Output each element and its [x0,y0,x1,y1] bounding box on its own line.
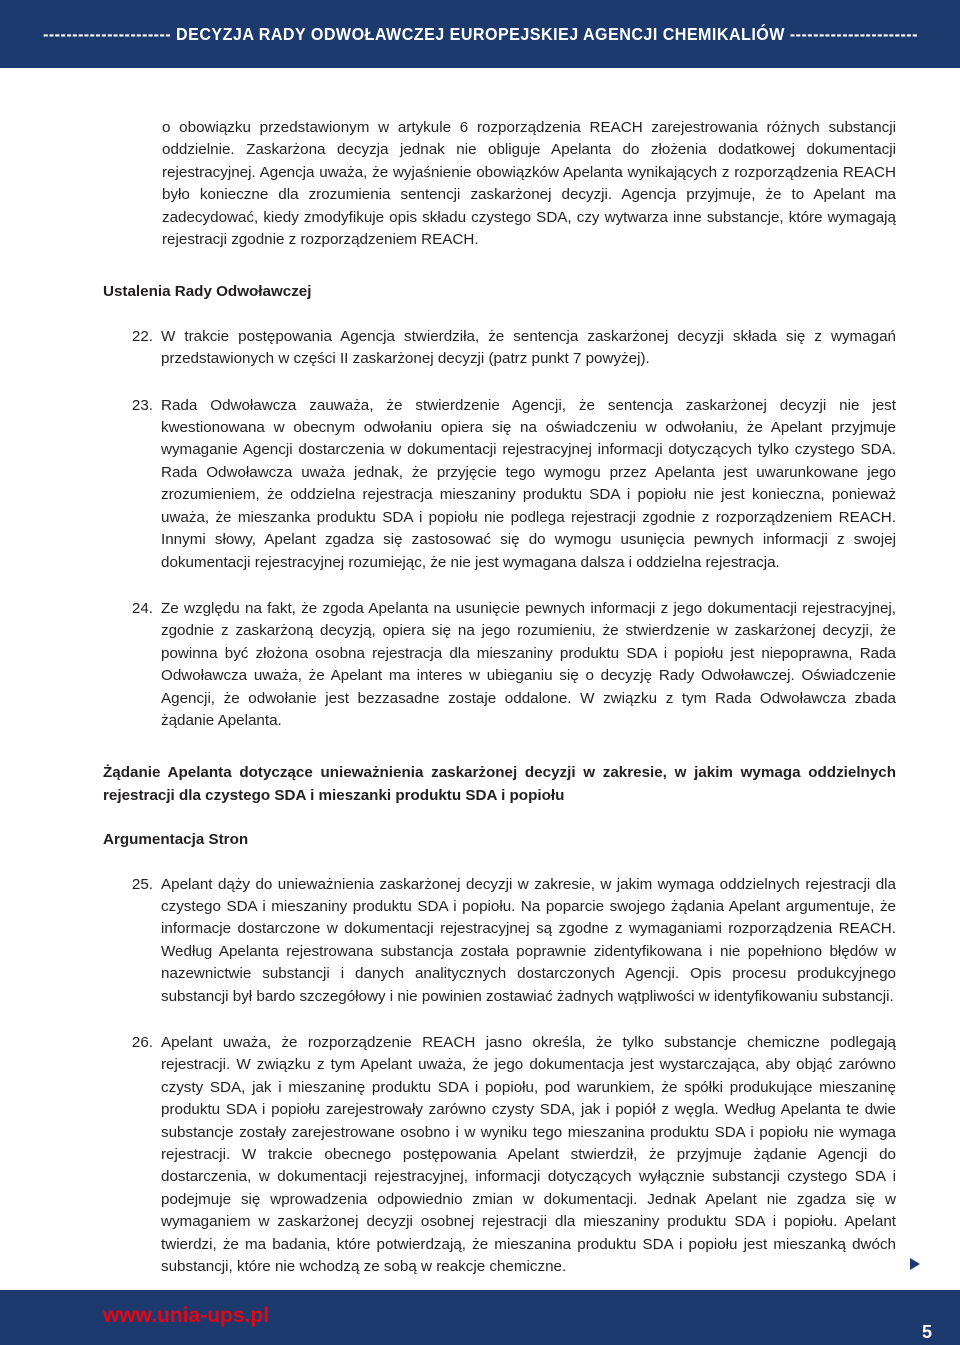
page-header [0,0,960,68]
paragraph-number: 23. [131,396,153,414]
section-title: Żądanie Apelanta dotyczące unieważnienia zaskarżonej decyzji w zakresie, w jakim wymaga oddzielnych rejestracji dla czystego SDA i mieszanki produktu SDA i popiołu [103,764,896,804]
paragraph-number: 22. [131,327,153,345]
footer-url-link[interactable]: www.unia-ups.pl [103,1304,270,1327]
paragraph-number: 25. [131,875,153,893]
heading-arguments: Argumentacja Stron [103,831,249,849]
paragraph-text: Rada Odwoławcza zauważa, że stwierdzenie Agencji, że sentencja zaskarżonej decyzji nie jest kwestionowana w obecnym odwołaniu opiera się na oświadczeniu w odwołaniu, że Apelant przyjmuje wymaganie Agencji dostarczenia w dokumentacji rejestracyjnej informacji dotyczących tylko czystego SDA. Rada Odwoławcza uważa jednak, że przyjęcie tego wymogu przez Apelanta jest uwarunkowane jego zrozumieniem, że oddzielna rejestracja mieszaniny produktu SDA i popiołu nie jest konieczna, ponieważ uważa, że mieszanka produktu SDA i popiołu nie podlega rejestracji zgodnie z rozporządzeniem REACH. Innymi słowy, Apelant zgadza się zastosować się do wymogu usunięcia pewnych informacji z swojej dokumentacji rejestracyjnej rozumiejąc, że nie jest wymagana dalsza i oddzielna rejestracja. [161,396,896,571]
document-body [103,117,896,1278]
paragraph-text: Apelant dąży do unieważnienia zaskarżonej decyzji w zakresie, w jakim wymaga oddzielnych rejestracji dla czystego SDA i mieszaniny produktu SDA i popiołu. Na poparcie swojego żądania Apelant argumentuje, że informacje dostarczone w dokumentacji rejestracyjnej są zgodne z wymaganiami rozporządzenia REACH. Według Apelanta rejestrowana substancja została poprawnie zidentyfikowana i nie popełniono błędów w nazewnictwie substancji i danych analitycznych dostarczonych Agencji. Opis procesu produkcyjnego substancji był bardo szczegółowy i nie powinien zostawiać żadnych wątpliwości w identyfikowaniu substancji. [161,875,896,1005]
header-title: ---------------------- DECYZJA RADY ODWOŁAWCZEJ EUROPEJSKIEJ AGENCJI CHEMIKALIÓW ---------------------- [42,23,918,44]
page-footer [0,1290,960,1345]
paragraph-text: W trakcie postępowania Agencja stwierdziła, że sentencja zaskarżonej decyzji składa się z wymagań przedstawionych w części II zaskarżonej decyzji (patrz punkt 7 powyżej). [161,327,896,368]
paragraph-22 [103,326,896,371]
paragraph-25 [103,874,896,1008]
paragraph-number: 24. [131,599,153,617]
paragraph-26 [103,1032,896,1278]
paragraph-text: Apelant uważa, że rozporządzenie REACH jasno określa, że tylko substancje chemiczne podlegają rejestracji. W związku z tym Apelant uważa, że jego dokumentacja jest wystarczająca, aby objąć zarówno czysty SDA, jak i mieszaninę produktu SDA i popiołu, pod warunkiem, że spółki produkujące mieszaninę produktu SDA i popiołu zarejestrowały zarówno czysty SDA, jak i popiół z węgla. Według Apelanta te dwie substancje zostały zarejestrowane osobno i w wyniku tego mieszanina produktu SDA i popiołu nie wymaga rejestracji. W trakcie obecnego postępowania Apelant stwierdził, że przyjmuje żądanie Agencji do dostarczenia, w dokumentacji rejestracyjnej, informacji dotyczących wyłącznie substancji czystego SDA i podejmuje się wprowadzenia odpowiednio zmian w dokumentacji. Jednak Apelant nie zgadza się w wymaganiem w zaskarżonej decyzji osobnej rejestracji dla mieszaniny produktu SDA i popiołu. Apelant twierdzi, że ma badania, które potwierdzają, że mieszanina produktu SDA i popiołu jest mieszanką dwóch substancji, które nie wchodzą ze sobą w reakcje chemiczne. [161,1034,896,1276]
next-page-arrow-icon [910,1258,920,1270]
heading-findings: Ustalenia Rady Odwoławczej [103,283,312,301]
paragraph-24 [103,598,896,732]
intro-paragraph: o obowiązku przedstawionym w artykule 6 rozporządzenia REACH zarejestrowania różnych substancji oddzielnie. Zaskarżona decyzja jednak nie obliguje Apelanta do złożenia dodatkowej dokumentacji rejestracyjnej. Agencja uważa, że wyjaśnienie obowiązków Apelanta wynikających z rozporządzenia REACH było konieczne dla zrozumienia sentencji zaskarżonej decyzji. Agencja przyjmuje, że to Apelant ma zadecydować, kiedy zmodyfikuje opis składu czystego SDA, czy wytwarza inne substancje, które wymagają rejestracji zgodnie z rozporządzeniem REACH. [162,119,896,249]
paragraph-number: 26. [131,1034,153,1051]
page-number: 5 [922,1322,933,1342]
paragraph-text: Ze względu na fakt, że zgoda Apelanta na usunięcie pewnych informacji z jego dokumentacji rejestracyjnej, zgodnie z zaskarżoną decyzją, opiera się na jego rozumieniu, że stwierdzenie w zaskarżonej decyzji, że powinna być złożona osobna rejestracja dla mieszaniny produktu SDA i popiołu jest niepoprawna, Rada Odwoławcza uważa, że Apelant ma interes w ubieganiu się o decyzję Rady Odwoławczej. Oświadczenie Agencji, że odwołanie jest bezzasadne zostaje oddalone. W związku z tym Rada Odwoławcza zbada żądanie Apelanta. [161,599,896,729]
paragraph-23 [103,395,896,574]
